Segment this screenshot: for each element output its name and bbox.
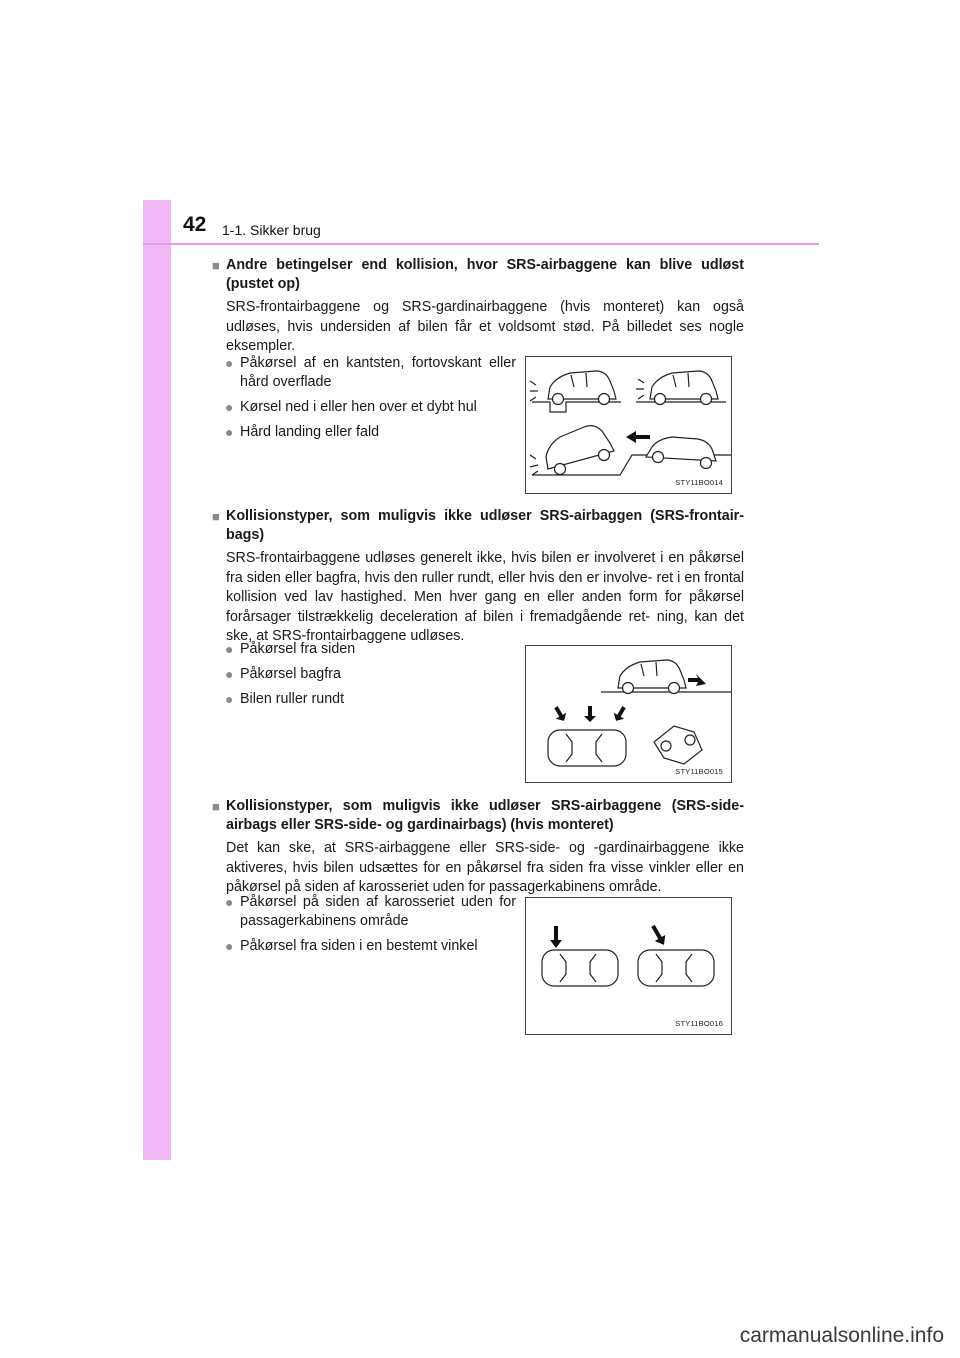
- figure-code: STY11BO015: [675, 767, 723, 776]
- section-marker-icon: ■: [212, 799, 220, 814]
- footer-watermark: carmanualsonline.info: [739, 1324, 944, 1347]
- section-body: SRS-frontairbaggene og SRS-gardinairbaggene (hvis monteret) kan også udløses, hvis undersiden af bilen får et voldsomt stød. På billedet ses nogle eksempler.: [226, 299, 744, 354]
- section-heading: [212, 797, 744, 835]
- header-rule: [143, 243, 819, 245]
- list-item: ● Påkørsel på siden af karosseriet uden for passagerkabinens område: [225, 894, 516, 929]
- figure-underbody-impacts: [525, 356, 732, 494]
- bullet-icon: ●: [225, 355, 234, 371]
- underbody-impact-illustration: [526, 357, 731, 493]
- bullet-icon: ●: [225, 424, 234, 440]
- section-marker-icon: ■: [212, 258, 220, 273]
- section-marker-icon: ■: [212, 509, 220, 524]
- section-body: SRS-frontairbaggene udløses generelt ikke, hvis bilen er involveret i en påkørsel fra siden eller bagfra, hvis den ruller rundt, eller hvis den er involve- ret i en frontal kollision ved lav hastighed. Men hver gang en eller anden form for påkørsel forårsager tilstrækkelig deceleration af bilen i fremadgående ret- ning, kan det ske, at SRS-frontairbaggene udløses.: [226, 550, 744, 644]
- chapter-title: 1-1. Sikker brug: [222, 222, 321, 238]
- bullet-icon: ●: [225, 691, 234, 707]
- bullet-list: [226, 640, 516, 715]
- bullet-list: [226, 354, 516, 448]
- bullet-icon: ●: [225, 938, 234, 954]
- list-item: ● Påkørsel bagfra: [225, 666, 341, 682]
- bullet-list: [226, 893, 516, 962]
- list-item: ● Påkørsel fra siden i en bestemt vinkel: [225, 938, 478, 954]
- bullet-icon: ●: [225, 894, 234, 910]
- side-rear-rollover-illustration: [526, 646, 731, 782]
- section-frontal-airbag-exceptions: [212, 507, 744, 647]
- bullet-icon: ●: [225, 641, 234, 657]
- bullet-icon: ●: [225, 399, 234, 415]
- list-item: ● Kørsel ned i eller hen over et dybt hul: [225, 399, 477, 415]
- page-number: 42: [183, 213, 207, 236]
- section-side-airbag-exceptions: [212, 797, 744, 898]
- section-heading: [212, 507, 744, 545]
- list-item: ● Påkørsel fra siden: [225, 641, 356, 657]
- section-other-conditions: [212, 256, 744, 357]
- chapter-sidebar-tab: [143, 200, 171, 1160]
- section-heading-text: Kollisionstyper, som muligvis ikke udløser SRS-airbaggene (SRS-side- airbags eller SRS-side- og gardinairbags) (hvis monteret): [226, 798, 744, 833]
- section-heading-text: Andre betingelser end kollision, hvor SRS-airbaggene kan blive udløst (pustet op): [226, 257, 744, 292]
- side-body-impact-illustration: [526, 898, 731, 1034]
- list-item: ● Hård landing eller fald: [225, 424, 380, 440]
- section-heading: [212, 256, 744, 294]
- list-item: ● Bilen ruller rundt: [225, 691, 345, 707]
- section-body: Det kan ske, at SRS-airbaggene eller SRS-side- og -gardinairbaggene ikke aktiveres, hvis bilen udsættes for en påkørsel fra siden fra visse vinkler eller en påkørsel på siden af karosseriet uden for passagerkabinens område.: [226, 840, 744, 895]
- list-item: ● Påkørsel af en kantsten, fortovskant eller hård overflade: [225, 355, 516, 390]
- bullet-icon: ●: [225, 666, 234, 682]
- figure-side-body-impacts: [525, 897, 732, 1035]
- figure-side-rear-rollover: [525, 645, 732, 783]
- section-heading-text: Kollisionstyper, som muligvis ikke udløser SRS-airbaggen (SRS-frontair- bags): [226, 508, 744, 543]
- figure-code: STY11BO016: [675, 1019, 723, 1028]
- figure-code: STY11BO014: [675, 478, 723, 487]
